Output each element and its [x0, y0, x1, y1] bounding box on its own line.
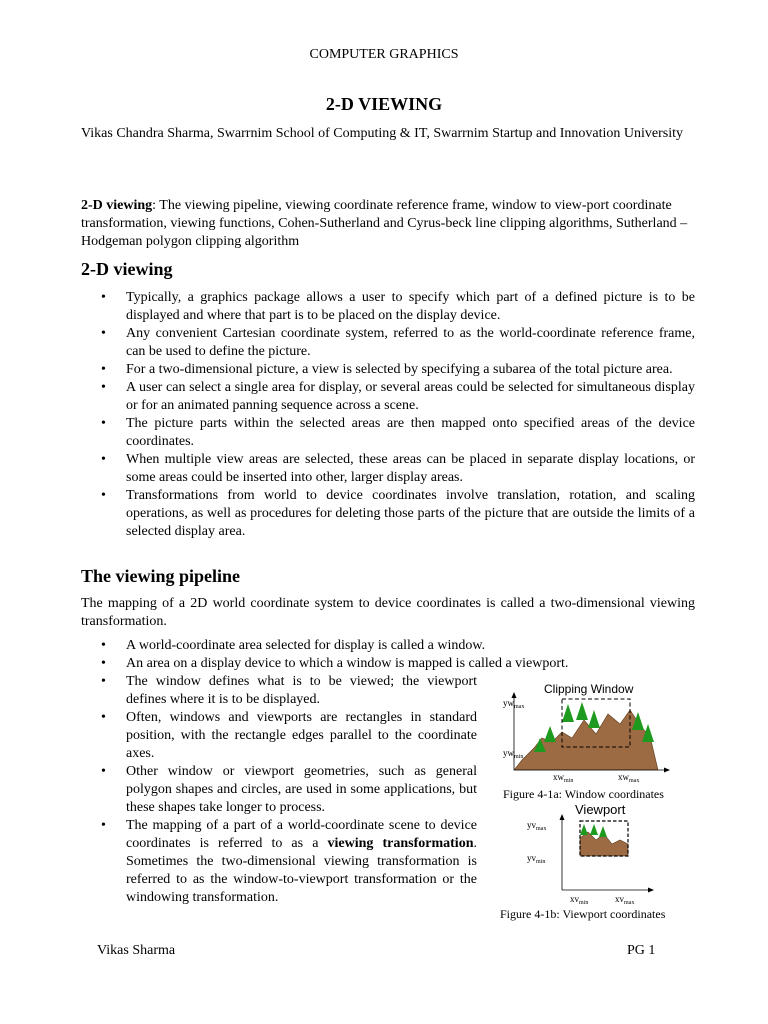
section-heading-2d-viewing: 2-D viewing: [81, 259, 173, 279]
clipping-window-figure: [500, 680, 675, 788]
footer-author: Vikas Sharma: [97, 943, 176, 958]
xw-min-label: $xw_{min}$: [553, 772, 574, 784]
list-item: • The window defines what is to be viewed; the viewport defines where it is to be displayed.: [81, 673, 477, 709]
viewing-transformation-term: viewing transformation: [327, 836, 474, 851]
topics-text: : The viewing pipeline, viewing coordinate reference frame, window to view-port coordinate transformation, viewing functions, Cohen-Sutherland and Cyrus-beck line clipping algorithms, Sutherland –Hodgeman polygon clipping algorithm: [81, 198, 688, 249]
yw-min-label: $yw_{min}$: [503, 748, 524, 760]
xv-max-label: $xv_{max}$: [615, 894, 635, 906]
list-item: • Any convenient Cartesian coordinate system, referred to as the world-coordinate reference frame, can be used to define the picture.: [81, 325, 695, 361]
xw-max-label: $xw_{max}$: [618, 772, 640, 784]
clipping-window-label: Clipping Window: [544, 682, 634, 696]
xv-min-label: $xv_{min}$: [570, 894, 589, 906]
topics-lead: 2-D viewing: [81, 198, 153, 213]
list-item: • An area on a display device to which a window is mapped is called a viewport.: [81, 655, 695, 673]
topics-paragraph: [81, 197, 695, 251]
yv-min-label: $yv_{min}$: [527, 853, 546, 865]
section-heading-viewing-pipeline: The viewing pipeline: [81, 566, 241, 586]
viewport-label: Viewport: [575, 802, 626, 817]
list-item: • Typically, a graphics package allows a user to specify which part of a defined picture is to be displayed and where that part is to be placed on the display device.: [81, 289, 695, 325]
list-item: • Other window or viewport geometries, such as general polygon shapes and circles, are used in some applications, but these shapes take longer to process.: [81, 763, 477, 817]
list-item: • Transformations from world to device coordinates involve translation, rotation, and scaling operations, as well as procedures for deleting those parts of the picture that are outside the limits of a selected display area.: [81, 487, 695, 541]
yw-max-label: $yw_{max}$: [503, 698, 525, 710]
last-bullet-after: . Sometimes the two-dimensional viewing transformation is referred to as the window-to-viewport transformation or the windowing transformation.: [126, 836, 477, 905]
y-axis-arrow-icon: [512, 692, 517, 698]
x-axis-arrow-icon: [664, 768, 670, 773]
list-item: [81, 817, 477, 907]
pipeline-paragraph: The mapping of a 2D world coordinate system to device coordinates is called a two-dimensional viewing transformation.: [81, 596, 695, 629]
running-header: COMPUTER GRAPHICS: [309, 47, 459, 62]
bullet-list-pipeline-narrow: [81, 673, 477, 907]
document-title: 2-D VIEWING: [325, 94, 443, 114]
list-item: • A user can select a single area for display, or several areas could be selected for simultaneous display or for an animated panning sequence across a scene.: [81, 379, 695, 415]
yv-max-label: $yv_{max}$: [527, 820, 547, 832]
viewport-y-axis-arrow-icon: [560, 814, 565, 820]
author-line: Vikas Chandra Sharma, Swarrnim School of Computing & IT, Swarrnim Startup and Innovation University: [81, 126, 683, 141]
list-item: • Often, windows and viewports are rectangles in standard position, with the rectangle edges parallel to the coordinate axes.: [81, 709, 477, 763]
figure-1a-caption: Figure 4-1a: Window coordinates: [503, 787, 664, 801]
bullet-list-pipeline-full: [81, 637, 695, 673]
figure-1b-caption: Figure 4-1b: Viewport coordinates: [500, 907, 666, 921]
footer-page-number: PG 1: [627, 943, 656, 958]
viewport-figure: [522, 802, 657, 906]
list-item: • For a two-dimensional picture, a view is selected by specifying a subarea of the total picture area.: [81, 361, 695, 379]
viewport-x-axis-arrow-icon: [648, 888, 654, 893]
list-item: • The picture parts within the selected areas are then mapped onto specified areas of the device coordinates.: [81, 415, 695, 451]
bullet-list-2d-viewing: [81, 289, 695, 541]
last-bullet-before: The mapping of a part of a world-coordinate scene to device coordinates is referred to as a: [126, 818, 477, 851]
list-item: • When multiple view areas are selected, these areas can be placed in separate display locations, or some areas could be inserted into other, larger display areas.: [81, 451, 695, 487]
list-item: • A world-coordinate area selected for display is called a window.: [81, 637, 695, 655]
